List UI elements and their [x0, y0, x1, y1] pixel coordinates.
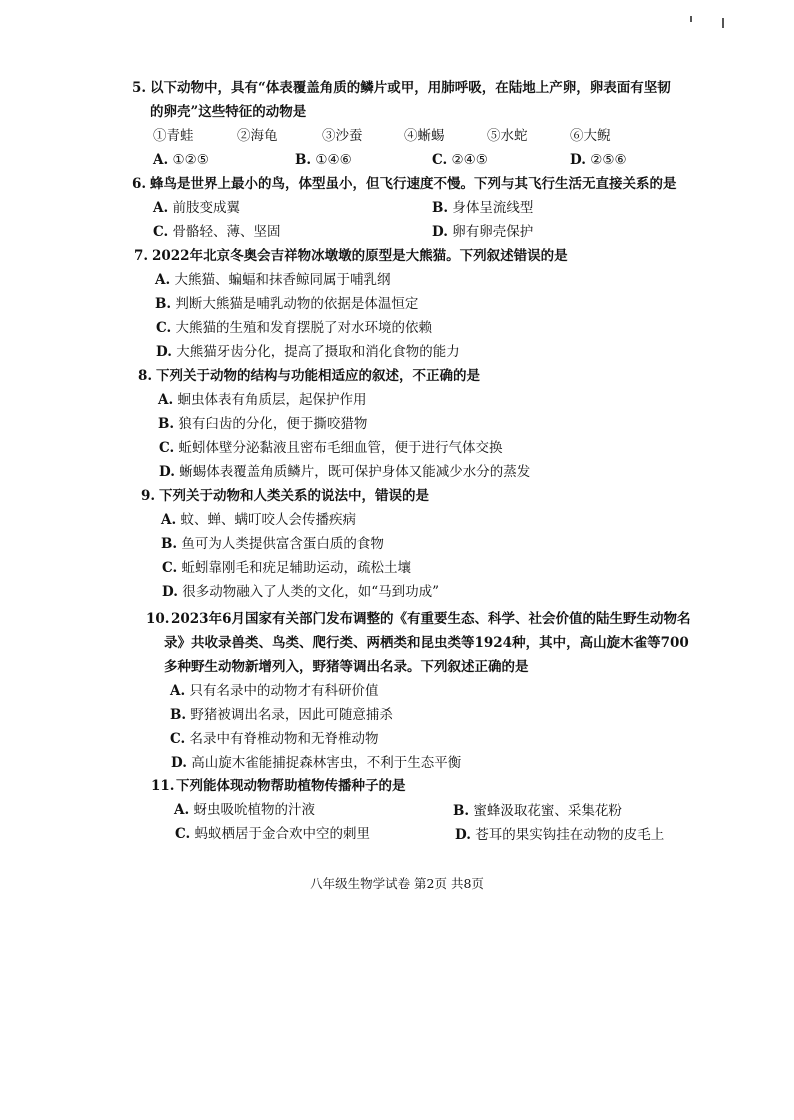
question-number: 10.	[146, 611, 170, 627]
option-text: 蚯蚓靠刚毛和疣足辅助运动，疏松土壤	[181, 560, 412, 576]
option	[158, 415, 367, 433]
question-stem-line: 2022年北京冬奥会吉祥物冰墩墩的原型是大熊猫。下列叙述错误的是	[152, 248, 568, 264]
option-label: B.	[155, 296, 172, 312]
option-text: 高山旋木雀能捕捉森林害虫，不利于生态平衡	[191, 755, 462, 771]
option	[432, 151, 488, 169]
question-stem-line: 下列关于动物和人类关系的说法中，错误的是	[159, 488, 429, 504]
option-text: 蚊、蝉、螨叮咬人会传播疾病	[180, 512, 356, 528]
option-text: 大熊猫、蝙蝠和抹香鲸同属于哺乳纲	[174, 272, 391, 288]
option	[170, 730, 379, 748]
choice-item: ①青蛙	[153, 128, 194, 144]
option-text: 狼有臼齿的分化，便于撕咬猎物	[178, 416, 368, 432]
option-label: C.	[156, 320, 172, 336]
option-label: D.	[162, 584, 178, 600]
scan-speck	[690, 16, 692, 22]
option-label: C.	[170, 731, 186, 747]
page-footer: 八年级生物学试卷 第2页 共8页	[310, 876, 484, 891]
option	[159, 463, 530, 481]
question-stem-line: 以下动物中，具有“体表覆盖角质的鳞片或甲，用肺呼吸，在陆地上产卵，卵表面有坚韧	[150, 80, 671, 96]
option	[453, 802, 622, 820]
option-text: 野猪被调出名录，因此可随意捕杀	[190, 707, 393, 723]
option-text: 判断大熊猫是哺乳动物的依据是体温恒定	[175, 296, 419, 312]
question-stem-line: 下列关于动物的结构与功能相适应的叙述，不正确的是	[156, 368, 480, 384]
option	[175, 825, 370, 843]
option-label: B.	[453, 803, 470, 819]
question-stem-line: 蜂鸟是世界上最小的鸟，体型虽小，但飞行速度不慢。下列与其飞行生活无直接关系的是	[150, 176, 677, 192]
option-label: C.	[432, 152, 448, 168]
option-label: B.	[432, 200, 449, 216]
option-label: B.	[295, 152, 312, 168]
option-label: A.	[170, 683, 186, 699]
option	[159, 439, 503, 457]
option-text: 骨骼轻、薄、坚固	[172, 224, 281, 240]
option-text: 名录中有脊椎动物和无脊椎动物	[189, 731, 379, 747]
question-stem-line: 下列能体现动物帮助植物传播种子的是	[176, 778, 406, 794]
option-text: 前肢变成翼	[172, 200, 240, 216]
option	[432, 223, 533, 241]
option-text: 大熊猫牙齿分化，提高了摄取和消化食物的能力	[176, 344, 460, 360]
option-text: 身体呈流线型	[452, 200, 534, 216]
option	[153, 199, 240, 217]
question-number: 7.	[134, 248, 149, 264]
option-text: 卵有卵壳保护	[452, 224, 534, 240]
option	[432, 199, 533, 217]
option-text: 蚜虫吸吮植物的汁液	[193, 802, 315, 818]
question-number: 8.	[138, 368, 153, 384]
option	[153, 151, 209, 169]
option-label: C.	[159, 440, 175, 456]
question-stem-line: 的卵壳”这些特征的动物是	[150, 104, 307, 120]
choice-item: ④蜥蜴	[404, 128, 445, 144]
question-stem-line: 多种野生动物新增列入，野猪等调出名录。下列叙述正确的是	[164, 659, 529, 675]
option-label: D.	[156, 344, 172, 360]
option	[170, 682, 378, 700]
option	[170, 706, 393, 724]
option	[155, 295, 418, 313]
option	[455, 826, 664, 844]
option-label: A.	[155, 272, 171, 288]
option-label: B.	[161, 536, 178, 552]
question-number: 11.	[151, 778, 175, 794]
question-stem-line: 录》共收录兽类、鸟类、爬行类、两栖类和昆虫类等1924种，其中，高山旋木雀等700	[164, 635, 689, 651]
option-text: ②④⑤	[451, 152, 488, 168]
option-text: ①④⑥	[315, 152, 352, 168]
option	[162, 559, 411, 577]
option	[156, 319, 432, 337]
option	[174, 801, 315, 819]
question-stem-line: 2023年6月国家有关部门发布调整的《有重要生态、科学、社会价值的陆生野生动物名	[171, 611, 691, 627]
choice-item: ⑥大鲵	[570, 128, 611, 144]
option-label: D.	[159, 464, 175, 480]
question-number: 9.	[141, 488, 156, 504]
option-label: D.	[432, 224, 448, 240]
question-number: 6.	[132, 176, 147, 192]
option-label: A.	[161, 512, 177, 528]
option-text: 蛔虫体表有角质层，起保护作用	[177, 392, 367, 408]
option-text: 只有名录中的动物才有科研价值	[189, 683, 379, 699]
option-text: 蜜蜂汲取花蜜、采集花粉	[473, 803, 622, 819]
option	[171, 754, 461, 772]
option	[158, 391, 366, 409]
option	[295, 151, 352, 169]
option-text: 苍耳的果实钩挂在动物的皮毛上	[475, 827, 665, 843]
option-text: ②⑤⑥	[590, 152, 627, 168]
option-label: B.	[170, 707, 187, 723]
choice-item: ③沙蚕	[322, 128, 363, 144]
option-label: D.	[455, 827, 471, 843]
option	[570, 151, 627, 169]
option-label: B.	[158, 416, 175, 432]
option-text: 蜥蜴体表覆盖角质鳞片，既可保护身体又能减少水分的蒸发	[179, 464, 531, 480]
option-label: C.	[175, 826, 191, 842]
option-text: 蚯蚓体壁分泌黏液且密布毛细血管，便于进行气体交换	[178, 440, 503, 456]
option-text: 鱼可为人类提供富含蛋白质的食物	[181, 536, 384, 552]
choice-item: ⑤水蛇	[487, 128, 528, 144]
question-number: 5.	[132, 80, 147, 96]
option	[155, 271, 390, 289]
option-label: A.	[158, 392, 174, 408]
option	[161, 511, 356, 529]
scan-speck	[722, 18, 724, 28]
option-text: 蚂蚁栖居于金合欢中空的刺里	[194, 826, 371, 842]
option-label: D.	[570, 152, 586, 168]
option-label: A.	[174, 802, 190, 818]
option-text: ①②⑤	[172, 152, 209, 168]
option	[156, 343, 460, 361]
option-label: C.	[153, 224, 169, 240]
option-text: 很多动物融入了人类的文化，如“马到功成”	[182, 584, 440, 600]
option-label: A.	[153, 152, 169, 168]
choice-item: ②海龟	[237, 128, 278, 144]
option-text: 大熊猫的生殖和发育摆脱了对水环境的依赖	[175, 320, 433, 336]
option	[162, 583, 439, 601]
option-label: A.	[153, 200, 169, 216]
option-label: D.	[171, 755, 187, 771]
option	[153, 223, 281, 241]
option	[161, 535, 384, 553]
option-label: C.	[162, 560, 178, 576]
